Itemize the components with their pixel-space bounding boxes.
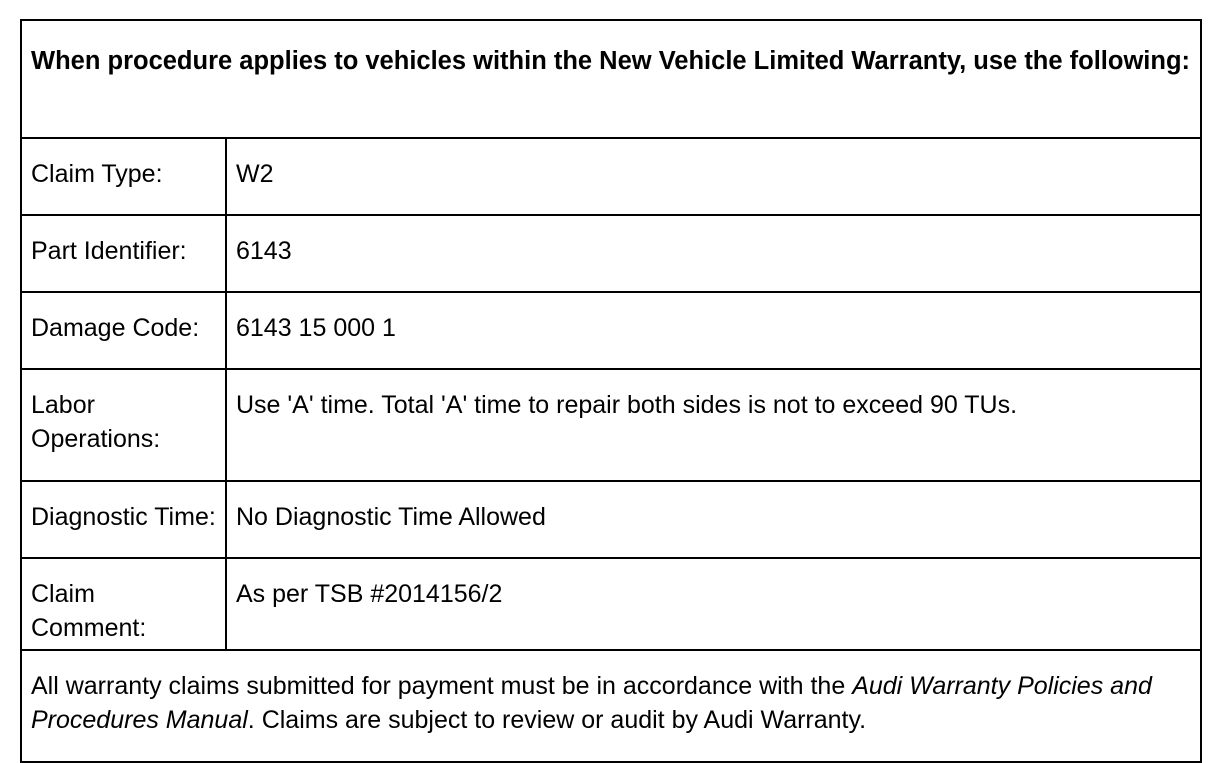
claim-type-value: W2 <box>226 138 1201 215</box>
diagnostic-time-value: No Diagnostic Time Allowed <box>226 481 1201 558</box>
damage-code-label: Damage Code: <box>21 292 226 369</box>
table-row-claim-comment <box>21 558 1201 650</box>
table-header-row <box>21 20 1201 138</box>
table-footer-row <box>21 650 1201 762</box>
labor-operations-value: Use 'A' time. Total 'A' time to repair both sides is not to exceed 90 TUs. <box>226 369 1201 481</box>
part-identifier-value: 6143 <box>226 215 1201 292</box>
claim-type-label: Claim Type: <box>21 138 226 215</box>
manual-title: Audi Warranty Policies and Procedures Manual <box>31 672 1152 734</box>
damage-code-value: 6143 15 000 1 <box>226 292 1201 369</box>
table-row-part-identifier <box>21 215 1201 292</box>
footer-text-after: . Claims are subject to review or audit by Audi Warranty. <box>247 706 867 734</box>
table-row-claim-type <box>21 138 1201 215</box>
claim-comment-value: As per TSB #2014156/2 <box>226 558 1201 650</box>
diagnostic-time-label: Diagnostic Time: <box>21 481 226 558</box>
warranty-claim-table <box>20 19 1202 763</box>
footer-text-before: All warranty claims submitted for payment must be in accordance with the <box>31 672 853 700</box>
warranty-header-text: When procedure applies to vehicles within the New Vehicle Limited Warranty, use the following: <box>31 47 1191 75</box>
table-row-diagnostic-time <box>21 481 1201 558</box>
part-identifier-label: Part Identifier: <box>21 215 226 292</box>
claim-comment-label: Claim Comment: <box>21 558 226 650</box>
warranty-header <box>21 20 1201 138</box>
labor-operations-label: Labor Operations: <box>21 369 226 481</box>
warranty-footer-note <box>21 650 1201 762</box>
table-row-damage-code <box>21 292 1201 369</box>
table-row-labor-operations <box>21 369 1201 481</box>
